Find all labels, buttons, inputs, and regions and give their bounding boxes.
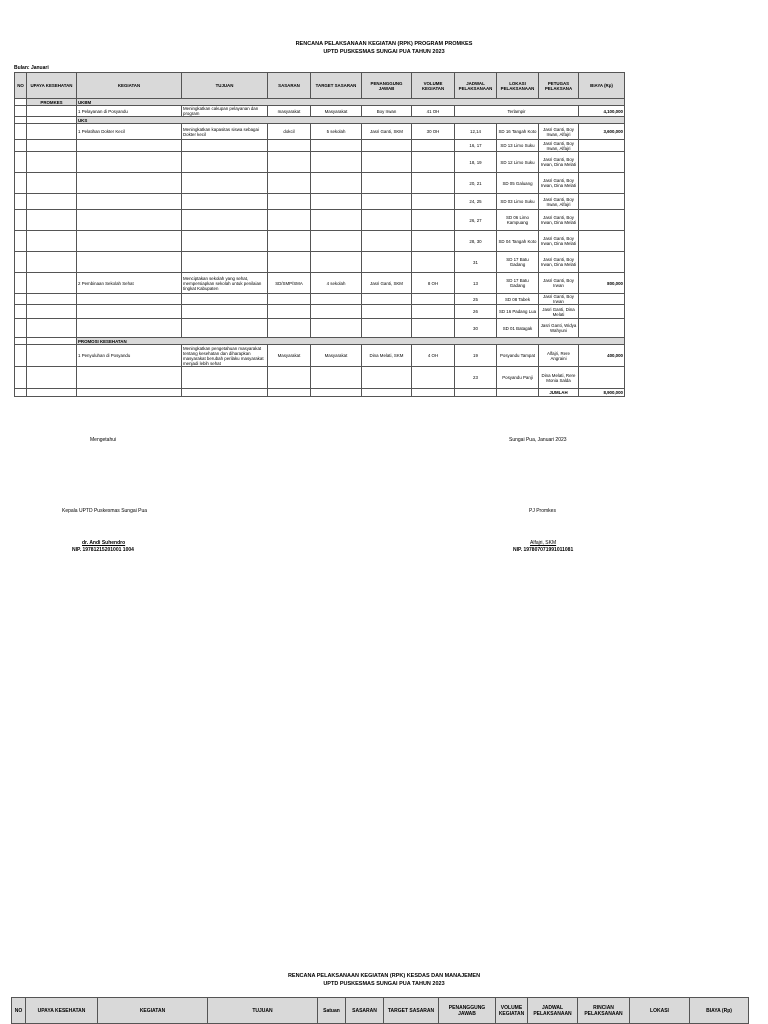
lokasi-cell: SD 16 Tangah Koto xyxy=(497,124,539,140)
doc2-title-line2: UPTD PUSKESMAS SUNGAI PUA TAHUN 2023 xyxy=(323,981,445,987)
header-biaya: BIAYA (Rp) xyxy=(579,73,625,99)
jadwal-cell: 18, 19 xyxy=(455,152,497,173)
doc2-title-line1: RENCANA PELAKSANAAN KEGIATAN (RPK) KESDAS DAN MANAJEMEN xyxy=(287,973,481,979)
header-kegiatan: KEGIATAN xyxy=(77,73,182,99)
header-jadwal: JADWAL PELAKSANAAN xyxy=(455,73,497,99)
sign-name-left: dr. Andi Suhendro xyxy=(82,540,126,546)
doc2-header-no: NO xyxy=(12,998,26,1024)
jadwal-cell: 25 xyxy=(455,294,497,305)
doc2-header-upaya: UPAYA KESEHATAN xyxy=(26,998,98,1024)
petugas-cell: Jasri Ganti, Boy Irwan, Dina Melati xyxy=(539,173,579,194)
lokasi-cell: Posyandu Panji xyxy=(497,367,539,389)
petugas-cell: Jasri Ganti, Boy Irwan, Alfajri xyxy=(539,124,579,140)
jadwal-cell: 20, 21 xyxy=(455,173,497,194)
jadwal-cell: 24, 25 xyxy=(455,194,497,210)
tujuan-cell: Menciptakan sekolah yang sehat, mempersiapkan sekolah untuk penilaian tingkat Kabupaten xyxy=(182,273,268,294)
sign-nip-left: NIP. 19781215201001 1004 xyxy=(72,547,134,553)
jadwal-cell: 28, 30 xyxy=(455,231,497,252)
doc2-header-lokasi: LOKASI xyxy=(630,998,690,1024)
kegiatan-cell: 1 Pelatihan Dokter Kecil xyxy=(77,124,182,140)
lokasi-cell: SD 13 Limo Suku xyxy=(497,140,539,152)
doc2-header-kegiatan: KEGIATAN xyxy=(98,998,208,1024)
table-row xyxy=(15,319,625,338)
table-row xyxy=(15,140,625,152)
sasaran-cell: Masyarakat xyxy=(268,345,311,367)
doc2-header-volume: VOLUME KEGIATAN xyxy=(496,998,528,1024)
sasaran-cell: masyarakat xyxy=(268,106,311,117)
biaya-cell: 800,000 xyxy=(579,273,625,294)
doc2-header-satuan: Satuan xyxy=(318,998,346,1024)
sasaran-cell: dokcil xyxy=(268,124,311,140)
petugas-cell: Jasri Ganti, Boy Irwan, Alfajri xyxy=(539,194,579,210)
sign-name-right: Alfajri, SKM xyxy=(530,540,557,546)
kegiatan-cell: 1 Penyuluhan di Posyandu xyxy=(77,345,182,367)
header-upaya: UPAYA KESEHATAN xyxy=(27,73,77,99)
petugas-cell: Jasri Ganti, Boy Irwan xyxy=(539,273,579,294)
doc2-header-jadwal: JADWAL PELAKSANAAN xyxy=(528,998,578,1024)
petugas-cell: Jasri Ganti, Boy Irwan, Dina Melati xyxy=(539,252,579,273)
lokasi-cell: SD 01 Batagak xyxy=(497,319,539,338)
header-sasaran: SASARAN xyxy=(268,73,311,99)
table-row xyxy=(15,252,625,273)
petugas-cell: Jasri Ganti, Widya Wahyuni xyxy=(539,319,579,338)
pj-cell: Boy Irwan xyxy=(362,106,412,117)
section-uks: UKS xyxy=(77,117,625,124)
petugas-cell: Jasri Ganti, Dina Melati xyxy=(539,305,579,319)
sign-role-left: Kepala UPTD Puskesmas Sungai Pua xyxy=(62,508,148,514)
lokasi-cell: SD 03 Limo Suku xyxy=(497,194,539,210)
table-row xyxy=(15,124,625,140)
target-cell: Masyarakat xyxy=(311,345,362,367)
jadwal-cell: 16, 17 xyxy=(455,140,497,152)
petugas-cell: Jasri Ganti, Boy Irwan, Dina Melati xyxy=(539,210,579,231)
petugas-cell: Dina Melati, Rere Monia Salda xyxy=(539,367,579,389)
volume-cell: 4 OH xyxy=(412,345,455,367)
target-cell: Masyarakat xyxy=(311,106,362,117)
sign-nip-right: NIP. 197807071991011081 xyxy=(513,547,574,553)
petugas-cell: Jasri Ganti, Boy Irwan, Dina Melati xyxy=(539,152,579,173)
lokasi-cell: Posyandu Tampat xyxy=(497,345,539,367)
table-row xyxy=(15,106,625,117)
jadwal-cell: 23 xyxy=(455,367,497,389)
table-row xyxy=(15,305,625,319)
table-row xyxy=(15,152,625,173)
table-row xyxy=(15,367,625,389)
header-petugas: PETUGAS PELAKSANA xyxy=(539,73,579,99)
lokasi-cell: SD 12 Limo Suku xyxy=(497,152,539,173)
biaya-cell: 400,000 xyxy=(579,345,625,367)
header-tujuan: TUJUAN xyxy=(182,73,268,99)
total-row xyxy=(15,389,625,397)
volume-cell: 41 OH xyxy=(412,106,455,117)
doc2-header-rincian: RINCIAN PELAKSANAAN xyxy=(578,998,630,1024)
header-target: TARGET SASARAN xyxy=(311,73,362,99)
doc2-header-biaya: BIAYA (Rp) xyxy=(690,998,749,1024)
lokasi-cell: SD 17 Batu Gadang xyxy=(497,252,539,273)
jadwal-cell: 12,14 xyxy=(455,124,497,140)
header-volume: VOLUME KEGIATAN xyxy=(412,73,455,99)
section-promosi: PROMOSI KESEHATAN xyxy=(77,338,625,345)
doc1-title-line2: UPTD PUSKESMAS SUNGAI PUA TAHUN 2023 xyxy=(323,49,445,55)
jadwal-cell: 30 xyxy=(455,319,497,338)
header-pj: PENANGGUNG JAWAB xyxy=(362,73,412,99)
lokasi-cell: Terlampir xyxy=(455,106,579,117)
program-cell: PROMKES xyxy=(27,99,77,106)
petugas-cell: Jasri Ganti, Boy Irwan xyxy=(539,294,579,305)
doc1-title-line1: RENCANA PELAKSANAAN KEGIATAN (RPK) PROGRAM PROMKES xyxy=(295,41,473,47)
lokasi-cell: SD 04 Tangah Koto xyxy=(497,231,539,252)
kegiatan-cell: 1 Pelayanan di Posyandu xyxy=(77,106,182,117)
kegiatan-cell: 2 Pembinaan Sekolah Sehat xyxy=(77,273,182,294)
rpk-promkes-table xyxy=(14,72,625,397)
total-label: JUMLAH xyxy=(539,389,579,397)
sign-place-date: Sungai Pua, Januari 2023 xyxy=(509,437,567,443)
jadwal-cell: 19 xyxy=(455,345,497,367)
table-row xyxy=(15,345,625,367)
jadwal-cell: 31 xyxy=(455,252,497,273)
biaya-cell: 3,600,000 xyxy=(579,124,625,140)
lokasi-cell: SD 05 Galuang xyxy=(497,173,539,194)
target-cell: 5 sekolah xyxy=(311,124,362,140)
sign-role-right: PJ Promkes xyxy=(529,508,556,514)
lokasi-cell: SD 17 Batu Gadang xyxy=(497,273,539,294)
petugas-cell: Alfajri, Rere Angraini xyxy=(539,345,579,367)
jadwal-cell: 13 xyxy=(455,273,497,294)
tujuan-cell: Meningkatkan cakupan pelayanan dan program xyxy=(182,106,268,117)
tujuan-cell: Meningkatkan kapasitas siswa sebagai Dokter kecil xyxy=(182,124,268,140)
lokasi-cell: SD 16 Padang Lua xyxy=(497,305,539,319)
volume-cell: 8 OH xyxy=(412,273,455,294)
pj-cell: Jasri Ganti, SKM xyxy=(362,124,412,140)
header-no: NO xyxy=(15,73,27,99)
lokasi-cell: SD 06 Limo Kampuang xyxy=(497,210,539,231)
header-lokasi: LOKASI PELAKSANAAN xyxy=(497,73,539,99)
biaya-cell: 4,100,000 xyxy=(579,106,625,117)
jadwal-cell: 26, 27 xyxy=(455,210,497,231)
jadwal-cell: 26 xyxy=(455,305,497,319)
petugas-cell: Jasri Ganti, Boy Irwan, Dina Melati xyxy=(539,231,579,252)
petugas-cell: Jasri Ganti, Boy Irwan, Alfajri xyxy=(539,140,579,152)
rpk-kesdas-table xyxy=(11,997,749,1024)
volume-cell: 30 OH xyxy=(412,124,455,140)
table-row xyxy=(15,231,625,252)
tujuan-cell: Meningkatkan pengetahuan masyarakat tentang kesehatan dan diharapkan masyarakat berubah perilaku masyarakat menjadi lebih sehat xyxy=(182,345,268,367)
table-row xyxy=(15,294,625,305)
doc2-header-sasaran: SASARAN xyxy=(346,998,384,1024)
sign-caption-left: Mengetahui xyxy=(90,437,117,443)
table-row xyxy=(15,194,625,210)
sasaran-cell: SD/SMP/SMA xyxy=(268,273,311,294)
lokasi-cell: SD 08 Tabek xyxy=(497,294,539,305)
doc2-header-target: TARGET SASARAN xyxy=(384,998,439,1024)
section-ukbm: UKBM xyxy=(77,99,625,106)
month-label: Bulan: Januari xyxy=(14,65,49,71)
table-row xyxy=(15,273,625,294)
doc2-header-tujuan: TUJUAN xyxy=(208,998,318,1024)
pj-cell: Jasri Ganti, SKM xyxy=(362,273,412,294)
pj-cell: Dina Melati, SKM xyxy=(362,345,412,367)
target-cell: 4 sekolah xyxy=(311,273,362,294)
table-row xyxy=(15,173,625,194)
doc2-header-pj: PENANGGUNG JAWAB xyxy=(439,998,496,1024)
table-row xyxy=(15,210,625,231)
total-value: 8,900,000 xyxy=(579,389,625,397)
